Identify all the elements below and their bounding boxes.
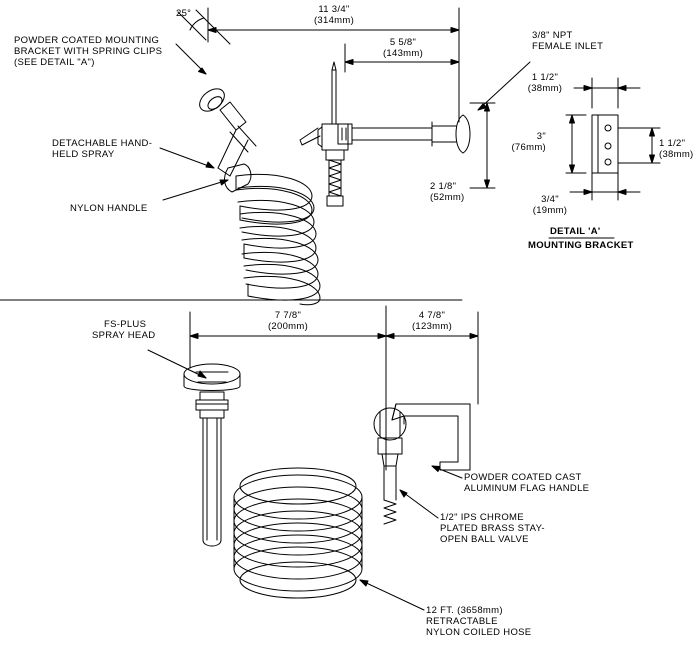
detail-dim-flange-metric: (19mm) (532, 205, 568, 216)
callout-ball-valve-line2: PLATED BRASS STAY- (440, 523, 545, 534)
callout-ball-valve-line3: OPEN BALL VALVE (440, 534, 529, 545)
callout-hand-held-spray-line1: DETACHABLE HAND- (52, 138, 153, 149)
detail-dim-flange-imperial: 3/4" (541, 194, 559, 205)
dim-overall-length-imperial: 11 3/4" (318, 4, 350, 15)
callout-mounting-bracket-line3: (SEE DETAIL "A") (14, 57, 95, 68)
callout-coiled-hose-line3: NYLON COILED HOSE (426, 627, 532, 638)
dim-handle-width-imperial: 4 7/8" (418, 310, 446, 321)
detail-a-title: DETAIL 'A' (550, 226, 601, 237)
callout-ball-valve-line1: 1/2" IPS CHROME (440, 512, 524, 523)
dim-hose-width-imperial: 7 7/8" (274, 310, 302, 321)
detail-dim-depth-imperial: 1 1/2" (659, 138, 686, 149)
dim-inlet-offset-metric: (143mm) (382, 48, 424, 59)
detail-a-subtitle: MOUNTING BRACKET (528, 240, 634, 251)
detail-dim-height-imperial: 3" (536, 131, 546, 142)
callout-coiled-hose-line2: RETRACTABLE (426, 616, 498, 627)
callout-spray-head-line1: FS-PLUS (104, 319, 147, 330)
callout-npt-inlet-line2: FEMALE INLET (532, 41, 604, 52)
dim-handle-width-metric: (123mm) (411, 321, 453, 332)
detail-dim-height-metric: (76mm) (511, 142, 546, 153)
dim-inlet-offset-imperial: 5 5/8" (389, 37, 417, 48)
callout-flag-handle-line2: ALUMINUM FLAG HANDLE (464, 483, 590, 494)
detail-dim-width-imperial: 1 1/2" (531, 72, 559, 83)
callout-coiled-hose-line1: 12 FT. (3658mm) (426, 605, 503, 616)
callout-nylon-handle: NYLON HANDLE (70, 203, 148, 214)
callout-mounting-bracket-line2: BRACKET WITH SPRING CLIPS (14, 46, 163, 57)
callout-hand-held-spray-line2: HELD SPRAY (52, 149, 115, 160)
dim-overall-length-metric: (314mm) (313, 15, 355, 26)
dim-valve-height-metric: (52mm) (430, 192, 465, 203)
detail-dim-depth-metric: (38mm) (659, 149, 694, 160)
callout-npt-inlet-line1: 3/8" NPT (532, 30, 573, 41)
callout-flag-handle-line1: POWDER COATED CAST (464, 472, 582, 483)
dim-hose-width-metric: (200mm) (267, 321, 309, 332)
callout-spray-head-line2: SPRAY HEAD (92, 330, 156, 341)
dim-valve-height-imperial: 2 1/8" (430, 181, 457, 192)
dim-spray-angle: 25° (176, 8, 192, 19)
detail-dim-width-metric: (38mm) (527, 83, 563, 94)
callout-mounting-bracket-line1: POWDER COATED MOUNTING (14, 35, 160, 46)
